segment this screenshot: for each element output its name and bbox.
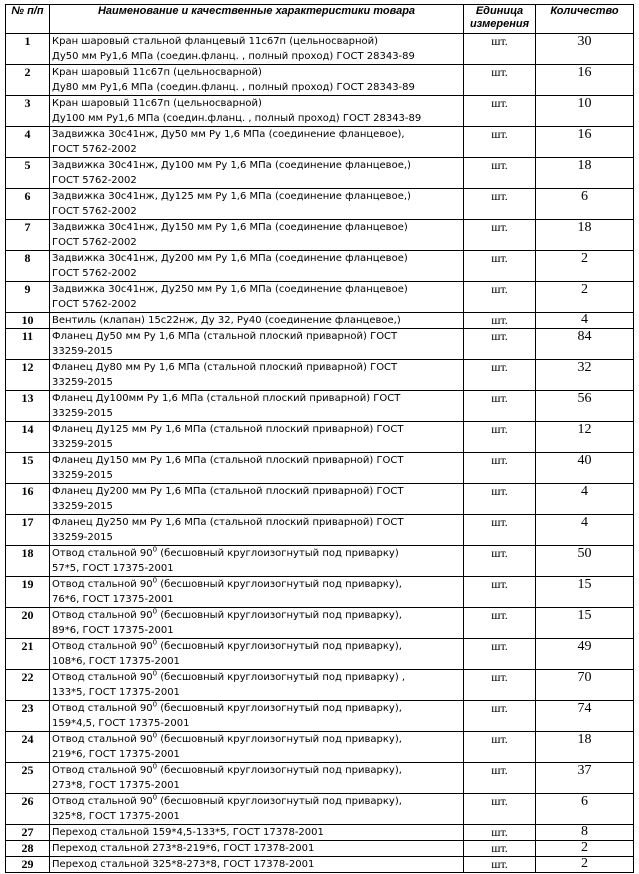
item-description [50, 841, 464, 857]
item-description-line1 [52, 34, 461, 49]
table-row [6, 391, 634, 422]
item-description-text: Фланец Ду100мм Ру 1,6 МПа (стальной плоский приварной) ГОСТ [52, 393, 401, 404]
degree-superscript: 0 [152, 762, 158, 771]
item-description [50, 360, 464, 391]
item-description [50, 701, 464, 732]
item-description-line1 [52, 158, 461, 173]
item-description [50, 34, 464, 65]
item-description-line2: 33259-2015 [52, 346, 113, 357]
unit-of-measure: шт. [464, 391, 536, 422]
unit-of-measure: шт. [464, 251, 536, 282]
unit-of-measure: шт. [464, 96, 536, 127]
item-description-text: Отвод стальной 90 [52, 734, 153, 745]
table-row [6, 857, 634, 873]
unit-of-measure: шт. [464, 546, 536, 577]
row-number: 1 [6, 34, 50, 65]
header-name: Наименование и качественные характеристики товара [50, 5, 464, 34]
item-description [50, 608, 464, 639]
item-description-text: Отвод стальной 90 [52, 672, 153, 683]
item-description-line2: 57*5, ГОСТ 17375-2001 [52, 563, 174, 574]
item-description-text: Фланец Ду80 мм Ру 1,6 МПа (стальной плоский приварной) ГОСТ [52, 362, 398, 373]
row-number: 28 [6, 841, 50, 857]
item-description-line2: 33259-2015 [52, 470, 113, 481]
quantity: 15 [536, 608, 634, 639]
item-description-line1 [52, 127, 461, 142]
item-description-line2: ГОСТ 5762-2002 [52, 144, 137, 155]
quantity: 56 [536, 391, 634, 422]
degree-superscript: 0 [152, 700, 158, 709]
quantity: 18 [536, 732, 634, 763]
table-row [6, 484, 634, 515]
item-description-text: Кран шаровый 11с67п (цельносварной) [52, 98, 262, 109]
item-description-text-cont: (бесшовный круглоизогнутый под приварку), [157, 765, 402, 776]
item-description-line1 [52, 282, 461, 297]
unit-of-measure: шт. [464, 841, 536, 857]
unit-of-measure: шт. [464, 65, 536, 96]
item-description-line1 [52, 857, 461, 872]
degree-superscript: 0 [152, 607, 158, 616]
table-header-row [6, 5, 634, 34]
table-row [6, 608, 634, 639]
table-row [6, 313, 634, 329]
item-description-text: Отвод стальной 90 [52, 610, 153, 621]
item-description-text: Задвижка 30с41нж, Ду200 мм Ру 1,6 МПа (соединение фланцевое) [52, 253, 408, 264]
degree-superscript: 0 [152, 638, 158, 647]
row-number: 17 [6, 515, 50, 546]
degree-superscript: 0 [152, 576, 158, 585]
degree-superscript: 0 [152, 669, 158, 678]
quantity: 4 [536, 484, 634, 515]
item-description [50, 484, 464, 515]
unit-of-measure: шт. [464, 34, 536, 65]
row-number: 7 [6, 220, 50, 251]
item-description-text: Фланец Ду125 мм Ру 1,6 МПа (стальной плоский приварной) ГОСТ [52, 424, 404, 435]
item-description-line1 [52, 360, 461, 375]
item-description-line2: 89*6, ГОСТ 17375-2001 [52, 625, 174, 636]
table-row [6, 96, 634, 127]
table-row [6, 763, 634, 794]
row-number: 14 [6, 422, 50, 453]
quantity: 84 [536, 329, 634, 360]
table-row [6, 360, 634, 391]
item-description [50, 763, 464, 794]
quantity: 16 [536, 65, 634, 96]
row-number: 26 [6, 794, 50, 825]
table-row [6, 453, 634, 484]
item-description-text: Кран шаровый стальной фланцевый 11с67п (цельносварной) [52, 36, 378, 47]
unit-of-measure: шт. [464, 220, 536, 251]
item-description [50, 825, 464, 841]
item-description-text: Задвижка 30с41нж, Ду125 мм Ру 1,6 МПа (соединение фланцевое,) [52, 191, 411, 202]
item-description [50, 577, 464, 608]
item-description-line2: 159*4,5, ГОСТ 17375-2001 [52, 718, 190, 729]
item-description-line1 [52, 546, 461, 561]
unit-of-measure: шт. [464, 329, 536, 360]
item-description-line1 [52, 515, 461, 530]
item-description-line2: 33259-2015 [52, 439, 113, 450]
quantity: 49 [536, 639, 634, 670]
unit-of-measure: шт. [464, 732, 536, 763]
table-row [6, 515, 634, 546]
item-description-text-cont: (бесшовный круглоизогнутый под приварку), [157, 641, 402, 652]
table-body [6, 34, 634, 873]
item-description-line1 [52, 484, 461, 499]
row-number: 5 [6, 158, 50, 189]
item-description-line2: Ду100 мм Ру1,6 МПа (соедин.фланц. , полный проход) ГОСТ 28343-89 [52, 113, 422, 124]
row-number: 2 [6, 65, 50, 96]
item-description-line1 [52, 422, 461, 437]
row-number: 3 [6, 96, 50, 127]
item-description-text: Отвод стальной 90 [52, 641, 153, 652]
row-number: 4 [6, 127, 50, 158]
item-description [50, 794, 464, 825]
row-number: 16 [6, 484, 50, 515]
item-description-line2: ГОСТ 5762-2002 [52, 268, 137, 279]
row-number: 24 [6, 732, 50, 763]
item-description-line1 [52, 670, 461, 685]
quantity: 32 [536, 360, 634, 391]
item-description-text: Задвижка 30с41нж, Ду150 мм Ру 1,6 МПа (соединение фланцевое) [52, 222, 408, 233]
item-description-text: Фланец Ду250 мм Ру 1,6 МПа (стальной плоский приварной) ГОСТ [52, 517, 404, 528]
unit-of-measure: шт. [464, 422, 536, 453]
table-row [6, 825, 634, 841]
table-row [6, 670, 634, 701]
item-description-line2: 76*6, ГОСТ 17375-2001 [52, 594, 174, 605]
degree-superscript: 0 [152, 731, 158, 740]
quantity: 15 [536, 577, 634, 608]
quantity: 37 [536, 763, 634, 794]
quantity: 50 [536, 546, 634, 577]
degree-superscript: 0 [152, 793, 158, 802]
table-row [6, 841, 634, 857]
row-number: 23 [6, 701, 50, 732]
quantity: 2 [536, 251, 634, 282]
item-description [50, 391, 464, 422]
item-description-line2: 33259-2015 [52, 501, 113, 512]
item-description-line1 [52, 189, 461, 204]
item-description-line1 [52, 220, 461, 235]
item-description-text: Отвод стальной 90 [52, 579, 153, 590]
row-number: 6 [6, 189, 50, 220]
item-description-line1 [52, 453, 461, 468]
table-row [6, 701, 634, 732]
header-unit: Единица измерения [464, 5, 536, 34]
item-description-text-cont: (бесшовный круглоизогнутый под приварку), [157, 796, 402, 807]
quantity: 18 [536, 220, 634, 251]
table-row [6, 329, 634, 360]
unit-of-measure: шт. [464, 577, 536, 608]
item-description [50, 220, 464, 251]
item-description [50, 158, 464, 189]
item-description-line2: ГОСТ 5762-2002 [52, 206, 137, 217]
item-description-text: Фланец Ду150 мм Ру 1,6 МПа (стальной плоский приварной) ГОСТ [52, 455, 404, 466]
item-description-line2: Ду50 мм Ру1,6 МПа (соедин.фланц. , полный проход) ГОСТ 28343-89 [52, 51, 415, 62]
item-description-text-cont: (бесшовный круглоизогнутый под приварку), [157, 610, 402, 621]
item-description-text: Переход стальной 159*4,5-133*5, ГОСТ 17378-2001 [52, 827, 324, 838]
header-qty: Количество [536, 5, 634, 34]
item-description-line1 [52, 96, 461, 111]
item-description-line2: 33259-2015 [52, 532, 113, 543]
item-description-text: Фланец Ду50 мм Ру 1,6 МПа (стальной плоский приварной) ГОСТ [52, 331, 398, 342]
table-row [6, 34, 634, 65]
unit-of-measure: шт. [464, 282, 536, 313]
row-number: 25 [6, 763, 50, 794]
item-description-text: Задвижка 30с41нж, Ду50 мм Ру 1,6 МПа (соединение фланцевое), [52, 129, 405, 140]
item-description [50, 127, 464, 158]
item-description [50, 65, 464, 96]
quantity: 8 [536, 825, 634, 841]
item-description [50, 732, 464, 763]
row-number: 20 [6, 608, 50, 639]
table-row [6, 189, 634, 220]
item-description-line2: 33259-2015 [52, 377, 113, 388]
unit-of-measure: шт. [464, 484, 536, 515]
item-description-line1 [52, 577, 461, 592]
quantity: 18 [536, 158, 634, 189]
item-description-line2: 133*5, ГОСТ 17375-2001 [52, 687, 180, 698]
item-description [50, 313, 464, 329]
quantity: 2 [536, 282, 634, 313]
item-description [50, 453, 464, 484]
quantity: 6 [536, 794, 634, 825]
row-number: 27 [6, 825, 50, 841]
item-description [50, 857, 464, 873]
item-description-line2: ГОСТ 5762-2002 [52, 299, 137, 310]
row-number: 13 [6, 391, 50, 422]
row-number: 21 [6, 639, 50, 670]
quantity: 4 [536, 515, 634, 546]
item-description [50, 96, 464, 127]
row-number: 8 [6, 251, 50, 282]
unit-of-measure: шт. [464, 515, 536, 546]
unit-of-measure: шт. [464, 158, 536, 189]
quantity: 4 [536, 313, 634, 329]
unit-of-measure: шт. [464, 794, 536, 825]
row-number: 15 [6, 453, 50, 484]
item-description-text: Вентиль (клапан) 15с22нж, Ду 32, Ру40 (соединение фланцевое,) [52, 315, 401, 326]
item-description-line1 [52, 701, 461, 716]
unit-of-measure: шт. [464, 360, 536, 391]
item-description-line1 [52, 65, 461, 80]
item-description-line1 [52, 329, 461, 344]
item-description-line2: ГОСТ 5762-2002 [52, 237, 137, 248]
table-row [6, 65, 634, 96]
item-description-text: Отвод стальной 90 [52, 765, 153, 776]
item-description-text-cont: (бесшовный круглоизогнутый под приварку) [157, 548, 399, 559]
table-row [6, 577, 634, 608]
unit-of-measure: шт. [464, 189, 536, 220]
degree-superscript: 0 [152, 545, 158, 554]
quantity: 6 [536, 189, 634, 220]
quantity: 16 [536, 127, 634, 158]
unit-of-measure: шт. [464, 670, 536, 701]
unit-of-measure: шт. [464, 825, 536, 841]
item-description [50, 422, 464, 453]
table-row [6, 794, 634, 825]
item-description-line2: 108*6, ГОСТ 17375-2001 [52, 656, 180, 667]
unit-of-measure: шт. [464, 857, 536, 873]
item-description-line2: 33259-2015 [52, 408, 113, 419]
row-number: 11 [6, 329, 50, 360]
item-description-line1 [52, 608, 461, 623]
item-description-line1 [52, 313, 461, 328]
item-description [50, 670, 464, 701]
item-description-line1 [52, 825, 461, 840]
item-description-line1 [52, 391, 461, 406]
item-description [50, 515, 464, 546]
quantity: 30 [536, 34, 634, 65]
table-row [6, 422, 634, 453]
row-number: 22 [6, 670, 50, 701]
table-row [6, 546, 634, 577]
item-description-text: Задвижка 30с41нж, Ду100 мм Ру 1,6 МПа (соединение фланцевое,) [52, 160, 411, 171]
header-num: № п/п [6, 5, 50, 34]
item-description-text: Кран шаровый 11с67п (цельносварной) [52, 67, 262, 78]
item-description-text: Задвижка 30с41нж, Ду250 мм Ру 1,6 МПа (соединение фланцевое) [52, 284, 408, 295]
unit-of-measure: шт. [464, 608, 536, 639]
quantity: 12 [536, 422, 634, 453]
row-number: 29 [6, 857, 50, 873]
item-description [50, 282, 464, 313]
unit-of-measure: шт. [464, 127, 536, 158]
item-description-text-cont: (бесшовный круглоизогнутый под приварку) , [157, 672, 406, 683]
unit-of-measure: шт. [464, 313, 536, 329]
row-number: 18 [6, 546, 50, 577]
item-description-line1 [52, 763, 461, 778]
row-number: 19 [6, 577, 50, 608]
item-description-line1 [52, 732, 461, 747]
quantity: 40 [536, 453, 634, 484]
goods-table [5, 4, 634, 873]
item-description-line1 [52, 251, 461, 266]
item-description-line1 [52, 794, 461, 809]
item-description-line2: ГОСТ 5762-2002 [52, 175, 137, 186]
item-description [50, 251, 464, 282]
table-row [6, 127, 634, 158]
table-row [6, 158, 634, 189]
table-row [6, 220, 634, 251]
quantity: 2 [536, 857, 634, 873]
item-description-text: Фланец Ду200 мм Ру 1,6 МПа (стальной плоский приварной) ГОСТ [52, 486, 404, 497]
item-description-text: Переход стальной 325*8-273*8, ГОСТ 17378-2001 [52, 859, 315, 870]
row-number: 12 [6, 360, 50, 391]
item-description-line2: 273*8, ГОСТ 17375-2001 [52, 780, 180, 791]
item-description [50, 639, 464, 670]
item-description-text: Отвод стальной 90 [52, 548, 153, 559]
item-description-text-cont: (бесшовный круглоизогнутый под приварку), [157, 703, 402, 714]
item-description-text-cont: (бесшовный круглоизогнутый под приварку), [157, 579, 402, 590]
table-row [6, 282, 634, 313]
quantity: 74 [536, 701, 634, 732]
item-description-line2: 219*6, ГОСТ 17375-2001 [52, 749, 180, 760]
row-number: 10 [6, 313, 50, 329]
item-description [50, 329, 464, 360]
quantity: 2 [536, 841, 634, 857]
item-description-text: Отвод стальной 90 [52, 703, 153, 714]
item-description [50, 546, 464, 577]
unit-of-measure: шт. [464, 639, 536, 670]
quantity: 70 [536, 670, 634, 701]
item-description-line1 [52, 841, 461, 856]
item-description [50, 189, 464, 220]
unit-of-measure: шт. [464, 453, 536, 484]
item-description-text: Отвод стальной 90 [52, 796, 153, 807]
table-row [6, 639, 634, 670]
unit-of-measure: шт. [464, 701, 536, 732]
row-number: 9 [6, 282, 50, 313]
item-description-text: Переход стальной 273*8-219*6, ГОСТ 17378-2001 [52, 843, 315, 854]
quantity: 10 [536, 96, 634, 127]
item-description-line1 [52, 639, 461, 654]
unit-of-measure: шт. [464, 763, 536, 794]
item-description-text-cont: (бесшовный круглоизогнутый под приварку), [157, 734, 402, 745]
item-description-line2: 325*8, ГОСТ 17375-2001 [52, 811, 180, 822]
table-row [6, 732, 634, 763]
item-description-line2: Ду80 мм Ру1,6 МПа (соедин.фланц. , полный проход) ГОСТ 28343-89 [52, 82, 415, 93]
table-row [6, 251, 634, 282]
